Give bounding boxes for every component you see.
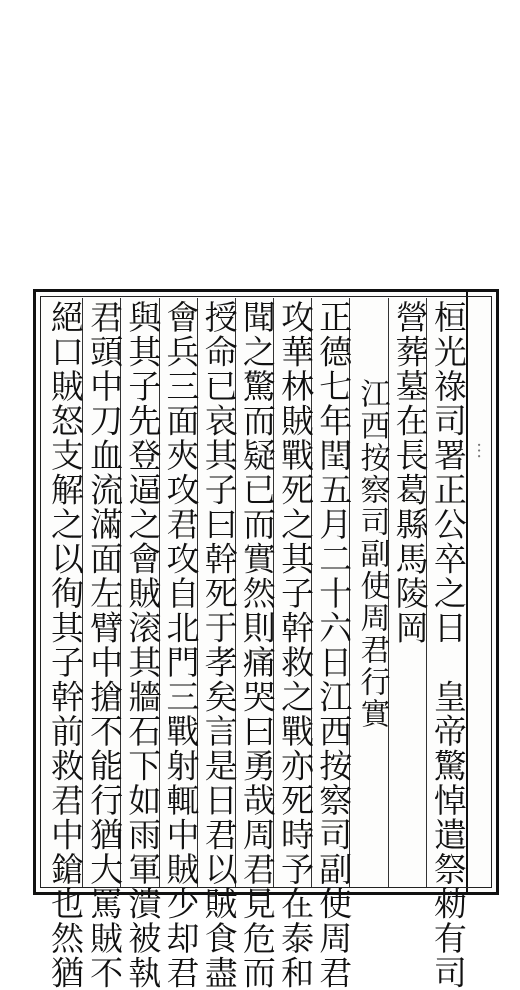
column-text: 攻華林賊戰死之其子幹救之戰亦死時予在泰和 <box>276 300 316 990</box>
column-text: 聞之驚而疑已而實然則痛哭曰勇哉周君見危而 <box>237 300 277 990</box>
text-column-6 <box>235 298 277 990</box>
column-text: 江西按察司副使周君行實 <box>354 378 390 730</box>
column-text: 桓光祿司署正公卒之日 皇帝驚悼遣祭勑有司 <box>428 300 468 990</box>
gutter-text: … <box>473 442 493 461</box>
text-body <box>44 298 468 990</box>
text-column-4 <box>311 298 354 990</box>
text-column-1 <box>426 298 468 990</box>
column-text: 會兵三面夾攻君攻自北門三戰射輒中賊少却君 <box>161 300 201 990</box>
page-gutter <box>466 292 496 892</box>
column-text: 授命已哀其子曰幹死于孝矣言是日君以賊食盡 <box>199 300 239 990</box>
column-text: 絕口賊怒支解之以徇其子幹前救君中鎗也然猶 <box>46 300 86 990</box>
column-text: 正德七年閏五月二十六日江西按察司副使周君 <box>314 300 354 990</box>
column-text: 與其子先登逼之會賊滚其牆石下如雨軍潰被執 <box>123 300 163 990</box>
text-column-3 <box>349 298 390 888</box>
column-text: 營葬墓在長葛縣馬陵岡 <box>390 300 430 645</box>
text-column-8 <box>159 298 201 990</box>
text-column-2 <box>388 298 430 888</box>
text-column-5 <box>273 298 316 990</box>
text-column-10 <box>82 298 125 990</box>
column-text: 君頭中刀血流滿面左臂中搶不能行猶大罵賊不 <box>85 300 125 990</box>
text-column-9 <box>120 298 163 990</box>
page-frame <box>33 289 499 990</box>
text-column-7 <box>197 298 239 990</box>
text-column-11 <box>44 298 86 990</box>
